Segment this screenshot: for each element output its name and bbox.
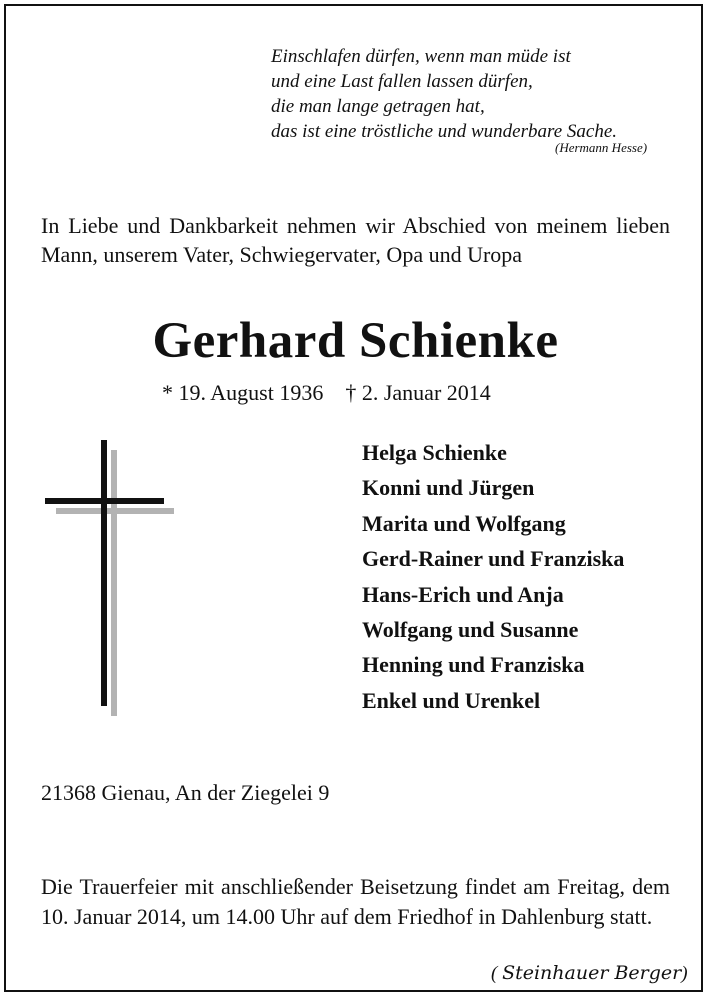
cross-vertical — [101, 440, 107, 706]
list-item: Henning und Franziska — [362, 652, 585, 678]
cross-shadow-vertical — [111, 450, 117, 716]
funeral-notice: Die Trauerfeier mit anschließender Beisetzung findet am Freitag, dem 10. Januar 2014, um 14.00 Uhr auf dem Friedhof in Dahlenburg statt. — [41, 874, 670, 929]
cross-horizontal — [45, 498, 164, 504]
deceased-name: Gerhard Schienke — [152, 313, 559, 369]
poem-line: Einschlafen dürfen, wenn man müde ist — [271, 46, 571, 67]
mourners-list — [362, 435, 624, 718]
list-item: Hans-Erich und Anja — [362, 581, 564, 607]
poem-line: die man lange getragen hat, — [271, 96, 485, 117]
poem-line: das ist eine tröstliche und wunderbare Sache. — [271, 121, 617, 142]
list-item: Gerd-Rainer und Franziska — [362, 546, 625, 572]
intro-text: In Liebe und Dankbarkeit nehmen wir Abschied von meinem lieben Mann, unserem Vater, Schwiegervater, Opa und Uropa — [41, 213, 670, 267]
list-item: Marita und Wolfgang — [362, 510, 566, 536]
poem — [271, 44, 681, 144]
list-item: Helga Schienke — [362, 440, 507, 465]
signature-text: Steinhauer Berger — [502, 962, 682, 984]
list-item: Konni und Jürgen — [362, 475, 535, 501]
death-date: † 2. Januar 2014 — [345, 380, 491, 405]
signature — [491, 962, 688, 985]
life-dates — [162, 380, 491, 406]
signature-close: ) — [681, 963, 688, 984]
list-item: Wolfgang und Susanne — [362, 617, 579, 643]
signature-open: ( — [491, 963, 498, 984]
cross-shadow-horizontal — [56, 508, 174, 514]
address: 21368 Gienau, An der Ziegelei 9 — [41, 780, 330, 805]
poem-source: (Hermann Hesse) — [555, 140, 648, 155]
birth-date: * 19. August 1936 — [162, 380, 324, 405]
list-item: Enkel und Urenkel — [362, 687, 541, 713]
cross-icon — [40, 436, 180, 721]
poem-line: und eine Last fallen lassen dürfen, — [271, 71, 533, 92]
